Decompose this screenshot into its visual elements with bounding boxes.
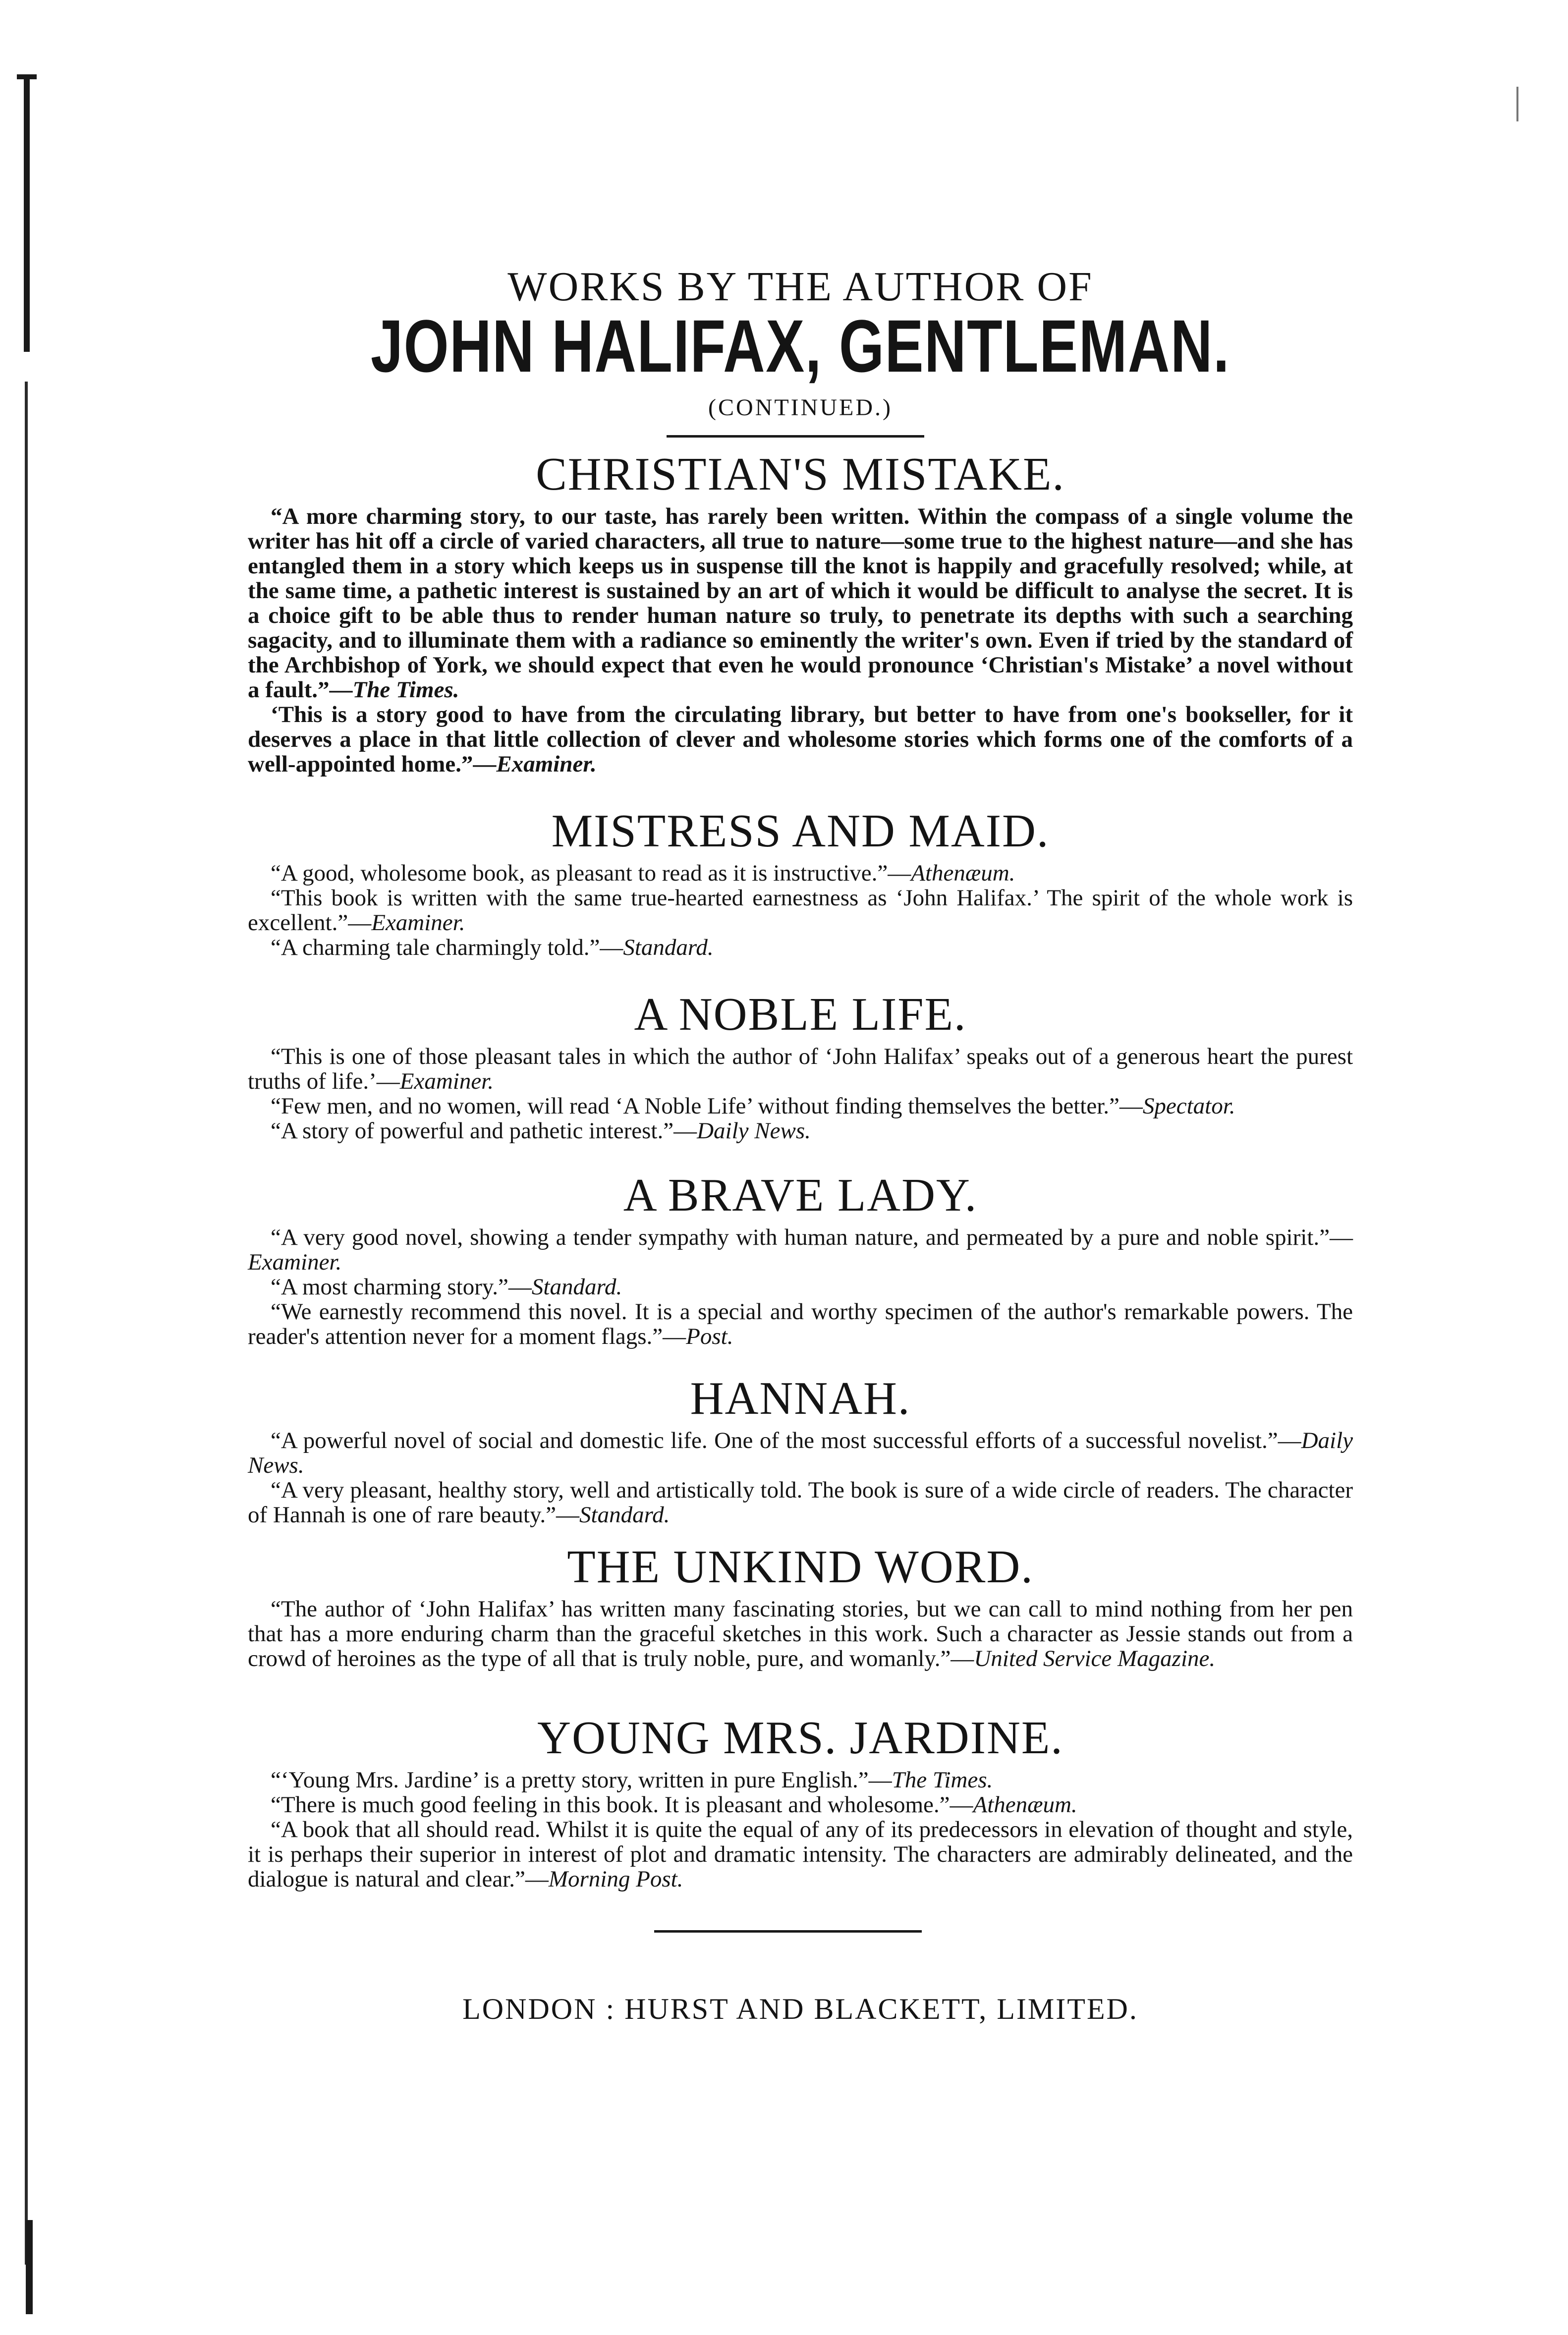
- review-source: Morning Post.: [548, 1866, 683, 1892]
- review-list: [248, 1225, 1353, 1349]
- book-section-young-mrs-jardine: [248, 1712, 1353, 1891]
- review-source: Daily News.: [697, 1118, 811, 1144]
- review-text: “A charming tale charmingly told.”—: [271, 935, 623, 960]
- book-section-the-unkind-word: [248, 1541, 1353, 1671]
- binding-mark-bottom: [26, 2220, 33, 2314]
- review-list: [248, 1597, 1353, 1671]
- book-section-hannah: [248, 1373, 1353, 1527]
- review-quote: [248, 1792, 1353, 1817]
- review-list: [248, 504, 1353, 777]
- review-quote: [248, 1597, 1353, 1671]
- divider-rule-bottom: [654, 1930, 922, 1933]
- review-source: Examiner.: [248, 1249, 342, 1275]
- review-text: “We earnestly recommend this novel. It is a special and worthy specimen of the author's remarkable powers. The reader's attention never for a moment flags.”—: [248, 1299, 1353, 1349]
- review-source: Examiner.: [399, 1068, 494, 1094]
- review-quote: [248, 1768, 1353, 1792]
- book-title: A NOBLE LIFE.: [634, 989, 967, 1040]
- book-section-mistress-and-maid: [248, 805, 1353, 960]
- review-text: “A very pleasant, healthy story, well and artistically told. The book is sure of a wide circle of readers. The character of Hannah is one of rare beauty.”—: [248, 1477, 1353, 1528]
- review-quote: [248, 1478, 1353, 1527]
- review-text: “There is much good feeling in this book. It is pleasant and wholesome.”—: [271, 1792, 973, 1818]
- review-source: The Times.: [352, 677, 459, 703]
- review-quote: [248, 1275, 1353, 1299]
- publisher-imprint: LONDON : HURST AND BLACKETT, LIMITED.: [462, 1993, 1138, 2025]
- continued-note: (CONTINUED.): [708, 394, 893, 421]
- review-source: The Times.: [892, 1767, 993, 1793]
- divider-rule: [667, 435, 924, 438]
- review-quote: [248, 1044, 1353, 1094]
- review-text: “A powerful novel of social and domestic life. One of the most successful efforts of a successful novelist.”—: [271, 1428, 1301, 1453]
- book-title: CHRISTIAN'S MISTAKE.: [536, 448, 1065, 500]
- binding-line: [25, 382, 28, 2265]
- book-section-a-noble-life: [248, 989, 1353, 1143]
- review-text: “This is one of those pleasant tales in which the author of ‘John Halifax’ speaks out of a generous heart the purest truths of life.’—: [248, 1044, 1353, 1094]
- review-quote: [248, 861, 1353, 886]
- review-text: “‘Young Mrs. Jardine’ is a pretty story, written in pure English.”—: [271, 1767, 892, 1793]
- review-list: [248, 1428, 1353, 1527]
- review-quote: [248, 702, 1353, 777]
- review-text: “A book that all should read. Whilst it is quite the equal of any of its predecessors in elevation of thought and style, it is perhaps their superior in interest of plot and dramatic intensity. The characters are admirably delineated, and the dialogue is natural and clear.”—: [248, 1817, 1353, 1892]
- review-source: Standard.: [623, 935, 714, 960]
- book-title: YOUNG MRS. JARDINE.: [537, 1712, 1064, 1764]
- review-text: ‘This is a story good to have from the circulating library, but better to have from one's bookseller, for it deserves a place in that little collection of clever and wholesome stories which forms one of the comforts of a well-appointed home.”—: [248, 702, 1353, 777]
- review-text: “A very good novel, showing a tender sympathy with human nature, and permeated by a pure and noble spirit.”—: [271, 1224, 1353, 1250]
- book-title: THE UNKIND WORD.: [567, 1541, 1034, 1593]
- book-title: A BRAVE LADY.: [623, 1169, 978, 1221]
- review-text: “Few men, and no women, will read ‘A Noble Life’ without finding themselves the better.”—: [271, 1093, 1143, 1119]
- review-source: Examiner.: [371, 910, 465, 936]
- review-source: Examiner.: [496, 751, 597, 777]
- review-source: United Service Magazine.: [974, 1646, 1216, 1671]
- review-text: “A more charming story, to our taste, has rarely been written. Within the compass of a single volume the writer has hit off a circle of varied characters, all true to nature—some true to the highest nature—and she has entangled them in a story which keeps us in suspense till the knot is happily and gracefully resolved; while, at the same time, a pathetic interest is sustained by an art of which it would be difficult to analyse the secret. It is a choice gift to be able thus to render human nature so truly, to penetrate its depths with such a searching sagacity, and to illuminate them with a radiance so eminently the writer's own. Even if tried by the standard of the Archbishop of York, we should expect that even he would pronounce ‘Christian's Mistake’ a novel without a fault.”—: [248, 503, 1353, 703]
- page-title: JOHN HALIFAX, GENTLEMAN.: [370, 304, 1230, 388]
- review-quote: [248, 935, 1353, 960]
- review-source: Daily News.: [248, 1428, 1353, 1478]
- review-quote: [248, 1299, 1353, 1349]
- review-quote: [248, 504, 1353, 702]
- review-quote: [248, 886, 1353, 935]
- review-quote: [248, 1094, 1353, 1118]
- book-section-christians-mistake: [248, 448, 1353, 777]
- review-quote: [248, 1428, 1353, 1478]
- review-source: Post.: [686, 1324, 733, 1349]
- book-section-a-brave-lady: [248, 1169, 1353, 1349]
- review-text: “A most charming story.”—: [271, 1274, 532, 1300]
- review-source: Standard.: [531, 1274, 622, 1300]
- binding-mark-top: [24, 74, 30, 352]
- review-source: Spectator.: [1142, 1093, 1235, 1119]
- review-list: [248, 1044, 1353, 1143]
- book-title: MISTRESS AND MAID.: [551, 805, 1050, 857]
- review-source: Standard.: [579, 1502, 670, 1528]
- book-title: HANNAH.: [690, 1373, 911, 1424]
- review-list: [248, 861, 1353, 960]
- review-text: “A good, wholesome book, as pleasant to read as it is instructive.”—: [271, 860, 911, 886]
- page-edge-binding: [24, 74, 31, 2314]
- review-text: “The author of ‘John Halifax’ has written many fascinating stories, but we can call to mind nothing from her pen that has a more enduring charm than the graceful sketches in this work. Such a character as Jessie stands out from a crowd of heroines as the type of all that is truly noble, pure, and womanly.”—: [248, 1596, 1353, 1671]
- review-quote: [248, 1118, 1353, 1143]
- review-source: Athenæum.: [911, 860, 1015, 886]
- review-text: “A story of powerful and pathetic interest.”—: [271, 1118, 697, 1144]
- review-text: “This book is written with the same true-hearted earnestness as ‘John Halifax.’ The spirit of the whole work is excellent.”—: [248, 885, 1353, 936]
- review-quote: [248, 1225, 1353, 1275]
- review-quote: [248, 1817, 1353, 1891]
- review-source: Athenæum.: [973, 1792, 1077, 1818]
- scan-speck: [1516, 87, 1518, 121]
- review-list: [248, 1768, 1353, 1891]
- works-by-heading: WORKS BY THE AUTHOR OF: [507, 264, 1093, 310]
